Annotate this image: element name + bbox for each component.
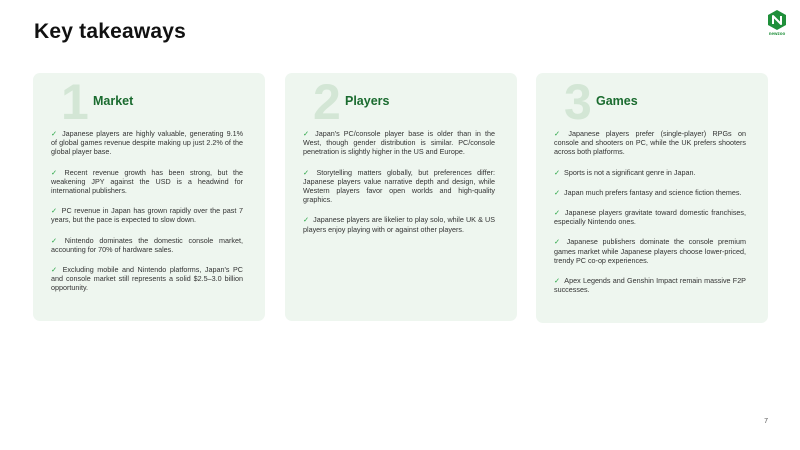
card-number: 2 [313, 74, 341, 130]
logo-text: newzoo [768, 31, 786, 36]
list-item: ✓ Nintendo dominates the domestic console market, accounting for 70% of hardware sales. [51, 235, 244, 254]
check-icon: ✓ [554, 237, 563, 247]
list-item: ✓ Apex Legends and Genshin Impact remain massive F2P successes. [554, 276, 746, 295]
card-title: Market [93, 94, 134, 108]
list-item: ✓ Japan's PC/console player base is older than in the West, though gender distribution is similar. PC/console penetration is slightly higher in the US and Europe. [303, 129, 495, 157]
card-header [554, 73, 746, 129]
takeaway-list [303, 129, 495, 234]
check-icon: ✓ [303, 167, 313, 177]
card-number: 3 [564, 74, 592, 130]
check-icon: ✓ [51, 167, 61, 177]
list-item: ✓ Japanese players are likelier to play solo, while UK & US players enjoy playing with or against other players. [303, 215, 495, 234]
takeaway-list [554, 129, 746, 294]
list-item: ✓ Japanese players are highly valuable, generating 9.1% of global games revenue despite making up just 2.2% of the global player base. [51, 129, 243, 157]
card-market [33, 73, 265, 321]
list-item: ✓ Japanese players gravitate toward domestic franchises, especially Nintendo ones. [554, 208, 746, 227]
card-header [303, 73, 495, 129]
list-item: ✓ PC revenue in Japan has grown rapidly over the past 7 years, but the pace is expected to slow down. [51, 206, 243, 225]
card-header [51, 73, 243, 129]
list-item: ✓ Excluding mobile and Nintendo platforms, Japan's PC and console market still represents a solid $2.5–3.0 billion opportunity. [51, 265, 244, 293]
card-players [285, 73, 517, 321]
check-icon: ✓ [51, 235, 61, 245]
card-title: Players [345, 94, 390, 108]
newzoo-logo [764, 10, 790, 40]
check-icon: ✓ [51, 129, 59, 138]
page-title: Key takeaways [34, 20, 187, 43]
newzoo-logo-icon [767, 10, 787, 30]
list-item: ✓ Japan much prefers fantasy and science fiction themes. [554, 187, 742, 197]
list-item: ✓ Sports is not a significant genre in Japan. [554, 167, 696, 177]
list-item: ✓ Japanese publishers dominate the console premium games market while Japanese players choose lower-priced, trendy PC co-op experiences. [554, 237, 746, 265]
check-icon: ✓ [51, 265, 59, 275]
check-icon: ✓ [554, 167, 561, 177]
card-number: 1 [61, 74, 89, 130]
list-item: ✓ Japanese players prefer (single-player) RPGs on console and shooters on PC, while the UK prefers shooters across both platforms. [554, 129, 746, 157]
check-icon: ✓ [554, 276, 561, 286]
check-icon: ✓ [554, 129, 565, 138]
list-item: ✓ Storytelling matters globally, but preferences differ: Japanese players value narrative depth and design, while Western players favor open worlds and high-quality graphics. [303, 167, 495, 205]
check-icon: ✓ [303, 129, 312, 138]
list-item: ✓ Recent revenue growth has been strong, but the weakening JPY against the USD is a headwind for international publishers. [51, 167, 243, 196]
card-games [536, 73, 768, 323]
check-icon: ✓ [51, 206, 58, 216]
check-icon: ✓ [303, 215, 310, 225]
page-number: 7 [764, 418, 768, 425]
card-title: Games [596, 94, 638, 108]
check-icon: ✓ [554, 208, 561, 218]
check-icon: ✓ [554, 187, 561, 197]
takeaway-list [51, 129, 243, 293]
